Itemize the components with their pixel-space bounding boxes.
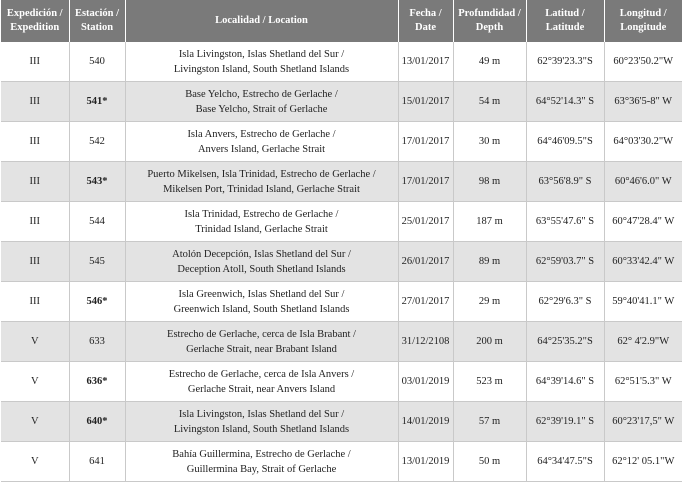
location-cell: Base Yelcho, Estrecho de Gerlache / Base Yelcho, Strait of Gerlache — [125, 82, 398, 122]
header-latitude: Latitud / Latitude — [526, 0, 604, 42]
table-row — [1, 122, 682, 162]
stations-table — [1, 0, 682, 482]
expedition-cell: V — [1, 442, 69, 482]
table-row — [1, 442, 682, 482]
latitude-cell: 64°52'14.3" S — [526, 82, 604, 122]
expedition-cell: III — [1, 242, 69, 282]
latitude-cell: 62°39'19.1" S — [526, 402, 604, 442]
station-cell: 633 — [69, 322, 125, 362]
table-row — [1, 82, 682, 122]
date-cell: 31/12/2108 — [398, 322, 453, 362]
depth-cell: 57 m — [453, 402, 526, 442]
date-cell: 14/01/2019 — [398, 402, 453, 442]
location-cell: Bahía Guillermina, Estrecho de Gerlache / Guillermina Bay, Strait of Gerlache — [125, 442, 398, 482]
expedition-cell: V — [1, 362, 69, 402]
date-cell: 26/01/2017 — [398, 242, 453, 282]
longitude-cell: 60°33'42.4" W — [604, 242, 682, 282]
station-cell: 636* — [69, 362, 125, 402]
location-cell: Isla Greenwich, Islas Shetland del Sur / Greenwich Island, South Shetland Islands — [125, 282, 398, 322]
station-cell: 544 — [69, 202, 125, 242]
station-cell: 540 — [69, 42, 125, 82]
depth-cell: 50 m — [453, 442, 526, 482]
table-row — [1, 282, 682, 322]
expedition-cell: III — [1, 42, 69, 82]
longitude-cell: 62°51'5.3" W — [604, 362, 682, 402]
expedition-cell: III — [1, 282, 69, 322]
location-cell: Isla Trinidad, Estrecho de Gerlache / Trinidad Island, Gerlache Strait — [125, 202, 398, 242]
depth-cell: 98 m — [453, 162, 526, 202]
header-depth: Profundidad / Depth — [453, 0, 526, 42]
latitude-cell: 63°56'8.9" S — [526, 162, 604, 202]
expedition-cell: V — [1, 322, 69, 362]
header-expedition: Expedición / Expedition — [1, 0, 69, 42]
date-cell: 17/01/2017 — [398, 162, 453, 202]
date-cell: 13/01/2017 — [398, 42, 453, 82]
latitude-cell: 64°25'35.2"S — [526, 322, 604, 362]
table-row — [1, 202, 682, 242]
depth-cell: 89 m — [453, 242, 526, 282]
longitude-cell: 62°12' 05.1"W — [604, 442, 682, 482]
expedition-cell: III — [1, 202, 69, 242]
longitude-cell: 63°36'5-8" W — [604, 82, 682, 122]
latitude-cell: 64°39'14.6" S — [526, 362, 604, 402]
station-cell: 640* — [69, 402, 125, 442]
latitude-cell: 62°59'03.7" S — [526, 242, 604, 282]
latitude-cell: 62°29'6.3" S — [526, 282, 604, 322]
table-row — [1, 322, 682, 362]
latitude-cell: 64°34'47.5"S — [526, 442, 604, 482]
table-row — [1, 242, 682, 282]
expedition-cell: V — [1, 402, 69, 442]
location-cell: Isla Livingston, Islas Shetland del Sur / Livingston Island, South Shetland Islands — [125, 42, 398, 82]
date-cell: 15/01/2017 — [398, 82, 453, 122]
depth-cell: 523 m — [453, 362, 526, 402]
header-row — [1, 0, 682, 42]
depth-cell: 30 m — [453, 122, 526, 162]
location-cell: Atolón Decepción, Islas Shetland del Sur / Deception Atoll, South Shetland Islands — [125, 242, 398, 282]
location-cell: Isla Livingston, Islas Shetland del Sur / Livingston Island, South Shetland Islands — [125, 402, 398, 442]
header-longitude: Longitud / Longitude — [604, 0, 682, 42]
table-row — [1, 362, 682, 402]
depth-cell: 29 m — [453, 282, 526, 322]
longitude-cell: 62° 4'2.9"W — [604, 322, 682, 362]
depth-cell: 54 m — [453, 82, 526, 122]
longitude-cell: 60°23'50.2"W — [604, 42, 682, 82]
station-cell: 542 — [69, 122, 125, 162]
date-cell: 25/01/2017 — [398, 202, 453, 242]
header-location: Localidad / Location — [125, 0, 398, 42]
station-cell: 641 — [69, 442, 125, 482]
longitude-cell: 59°40'41.1" W — [604, 282, 682, 322]
depth-cell: 200 m — [453, 322, 526, 362]
longitude-cell: 60°23'17,5" W — [604, 402, 682, 442]
latitude-cell: 63°55'47.6" S — [526, 202, 604, 242]
station-cell: 543* — [69, 162, 125, 202]
location-cell: Puerto Mikelsen, Isla Trinidad, Estrecho de Gerlache / Mikelsen Port, Trinidad Island, Gerlache Strait — [125, 162, 398, 202]
location-cell: Isla Anvers, Estrecho de Gerlache / Anvers Island, Gerlache Strait — [125, 122, 398, 162]
longitude-cell: 60°46'6.0" W — [604, 162, 682, 202]
station-cell: 546* — [69, 282, 125, 322]
depth-cell: 49 m — [453, 42, 526, 82]
header-station: Estación / Station — [69, 0, 125, 42]
date-cell: 27/01/2017 — [398, 282, 453, 322]
table-row — [1, 402, 682, 442]
longitude-cell: 60°47'28.4" W — [604, 202, 682, 242]
station-cell: 545 — [69, 242, 125, 282]
expedition-cell: III — [1, 82, 69, 122]
table-row — [1, 42, 682, 82]
longitude-cell: 64°03'30.2"W — [604, 122, 682, 162]
date-cell: 03/01/2019 — [398, 362, 453, 402]
expedition-cell: III — [1, 162, 69, 202]
latitude-cell: 62°39'23.3"S — [526, 42, 604, 82]
table-row — [1, 162, 682, 202]
depth-cell: 187 m — [453, 202, 526, 242]
location-cell: Estrecho de Gerlache, cerca de Isla Brabant / Gerlache Strait, near Brabant Island — [125, 322, 398, 362]
expedition-cell: III — [1, 122, 69, 162]
location-cell: Estrecho de Gerlache, cerca de Isla Anvers / Gerlache Strait, near Anvers Island — [125, 362, 398, 402]
station-cell: 541* — [69, 82, 125, 122]
date-cell: 13/01/2019 — [398, 442, 453, 482]
header-date: Fecha / Date — [398, 0, 453, 42]
latitude-cell: 64°46'09.5"S — [526, 122, 604, 162]
date-cell: 17/01/2017 — [398, 122, 453, 162]
